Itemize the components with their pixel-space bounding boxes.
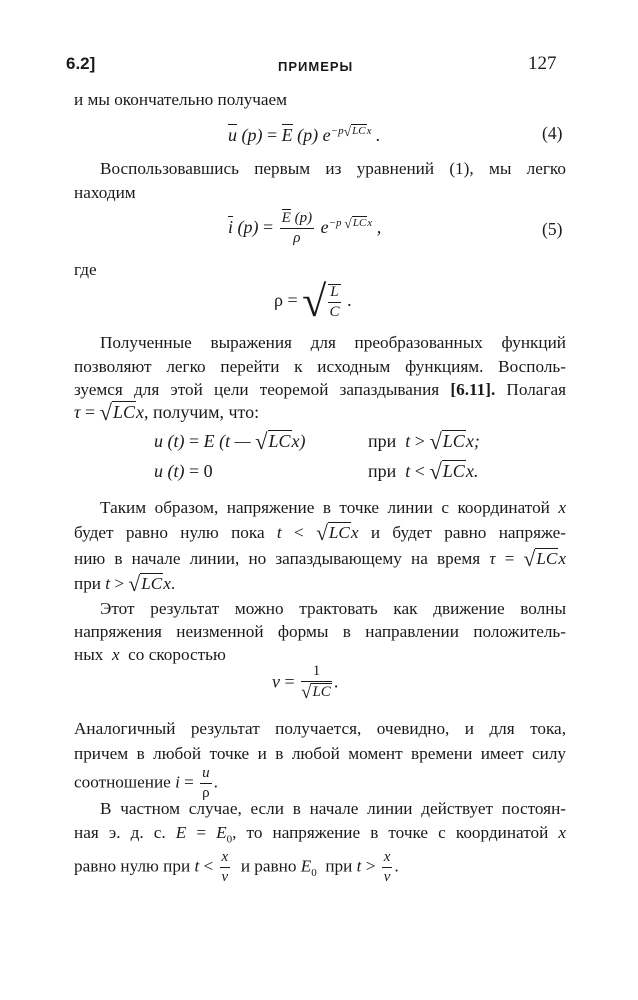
text-line: где [74,260,97,279]
rho-formula: ρ = √ $\frac{L}{C}$ . [274,277,352,327]
equation-number: (5) [542,219,563,239]
text-line: при t > √LCx. [74,572,176,596]
text-line: τ = √LCx, получим, что: [74,400,260,425]
case-2: u (t) = 0 [154,461,213,481]
text-line: равно нулю при t < $\frac{x}{v}$ и равно $E_0$ при t > $\frac{x}{v}$ . [74,849,399,885]
text-line: Аналогичный результат получается, очевидно, и для тока, [74,719,566,738]
text-line: Полученные выражения для преобразованных функций [100,333,566,352]
running-title: ПРИМЕРЫ [278,59,354,74]
velocity-formula: v = $\frac{1}{√LC}$ . [272,663,339,703]
equation-4: u (p) = E (p) $e^{-p√LCx}$ . [228,124,381,145]
text-line: и мы окончательно получаем [74,90,288,109]
text-line: ных x со скоростью [74,645,226,664]
section-number: 6.2] [66,54,96,73]
text-line: будет равно нулю пока t < √LCx и будет равно напряже- [74,521,566,545]
text-line: зуемся для этой цели теоремой запаздывания [6.11]. Полагая [74,380,566,399]
equation-5: i (p) = $\frac{E (p)}{\rho}$ $e^{-p √LCx}$ , [228,210,382,247]
text-line: находим [74,183,136,202]
reference-link: [6.11]. [450,380,496,399]
page-number: 127 [528,53,557,74]
case-2-condition: при t < √LCx. [368,459,479,484]
equation-number: (4) [542,123,563,143]
case-1-condition: при t > √LCx; [368,429,480,454]
text-line: Воспользовавшись первым из уравнений (1), мы легко [100,159,566,178]
text-line: напряжения неизменной формы в направлении положитель- [74,622,566,641]
case-1: u (t) = E (t — √LCx) [154,429,306,454]
text-line: позволяют легко перейти к исходным функциям. Восполь- [74,357,566,376]
text-line: ная э. д. с. $E = E_0$, то напряжение в точке с координатой x [74,823,567,846]
text-line: Таким образом, напряжение в точке линии с координатой x [100,498,567,517]
text-line: В частном случае, если в начале линии действует постоян- [100,799,566,818]
text-line: соотношение i = $\frac{u}{\rho}$ . [74,765,218,801]
text-line: причем в любой точке и в любой момент времени имеет силу [74,744,566,763]
text-line: нию в начале линии, но запаздывающему на время τ = √LCx [74,547,566,571]
text-line: Этот результат можно трактовать как движение волны [100,599,566,618]
